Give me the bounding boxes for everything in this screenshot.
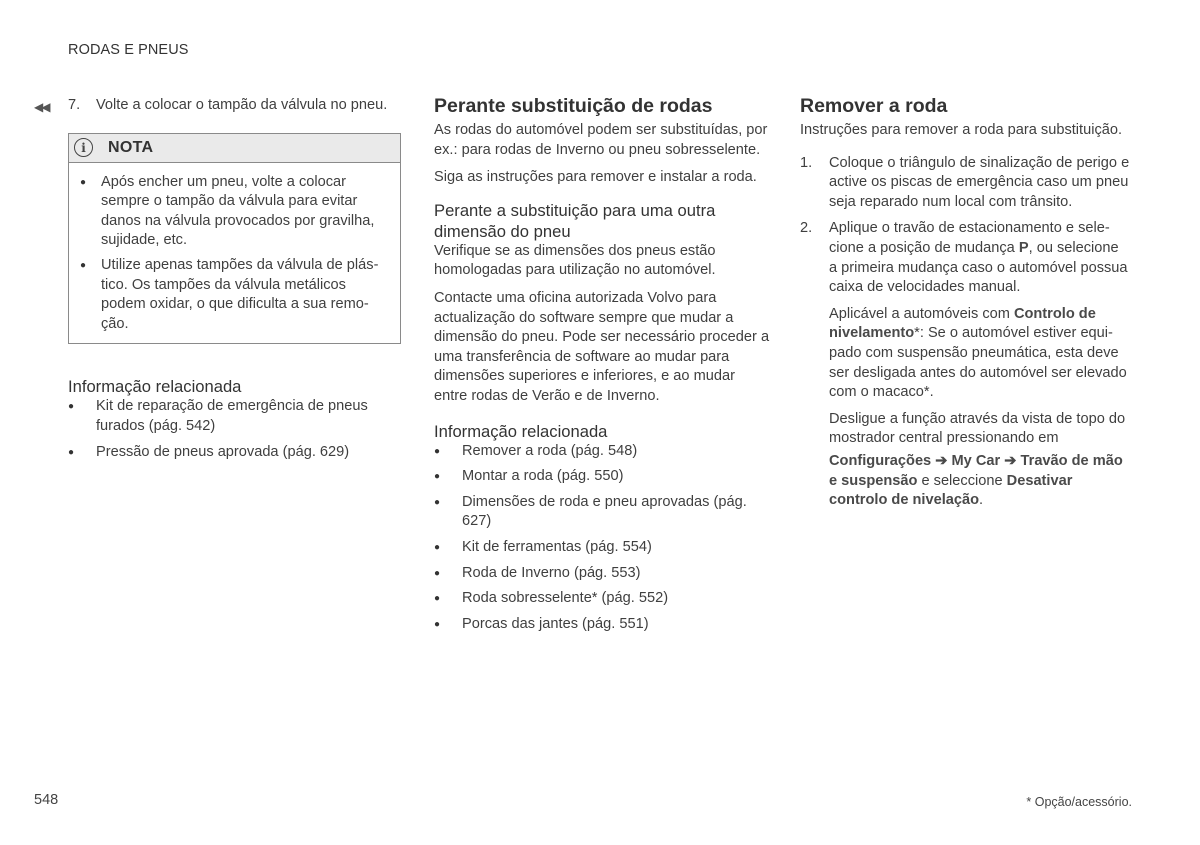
step-text-part: Aplique o travão de estacionamento e selecione a posição de mudança bbox=[829, 220, 1110, 256]
note-paragraph bbox=[800, 305, 1130, 403]
related-link-text[interactable]: Montar a roda (pág. 550) bbox=[462, 468, 624, 485]
section-title: Remover a roda bbox=[800, 95, 948, 117]
menu-end: . bbox=[979, 492, 984, 509]
intro-paragraph: Instruções para remover a roda para substituição. bbox=[800, 122, 1123, 138]
note-item-text: Utilize apenas tampões da válvula de plástico. Os tampões da válvula metálicos podem oxidar, o que dificulta a sua remoção. bbox=[101, 256, 379, 332]
related-link-text[interactable]: Roda de Inverno (pág. 553) bbox=[462, 564, 641, 581]
related-list bbox=[68, 397, 401, 462]
note-item bbox=[80, 173, 386, 251]
step-number: 2. bbox=[800, 220, 813, 237]
related-link[interactable] bbox=[68, 397, 401, 436]
step-text bbox=[829, 219, 1130, 297]
note-body bbox=[69, 163, 400, 344]
bullet-icon: ● bbox=[80, 176, 87, 188]
step-2 bbox=[800, 219, 1130, 297]
related-link-text[interactable]: Remover a roda (pág. 548) bbox=[462, 442, 638, 459]
page-number: 548 bbox=[34, 792, 59, 808]
related-link[interactable] bbox=[68, 443, 401, 463]
step-1 bbox=[800, 154, 1130, 213]
note-item bbox=[80, 256, 386, 334]
step-number: 1. bbox=[800, 154, 813, 171]
gear-position-label: P bbox=[1018, 239, 1029, 256]
bullet-icon: ● bbox=[434, 445, 441, 457]
note-header bbox=[69, 134, 400, 163]
paragraph: Siga as instruções para remover e instalar a roda. bbox=[434, 169, 757, 186]
related-link[interactable] bbox=[434, 564, 770, 584]
step-text: Coloque o triângulo de sinalização de perigo e active os piscas de emergência caso um pneu seja reparado num local com trânsito. bbox=[829, 154, 1130, 210]
note-box bbox=[68, 133, 401, 345]
section-title: Perante substituição de rodas bbox=[434, 95, 713, 117]
related-info-heading: Informação relacionada bbox=[434, 421, 608, 441]
bullet-icon: ● bbox=[68, 446, 75, 458]
text-part: Aplicável a automóveis com bbox=[829, 305, 1014, 322]
paragraph: Contacte uma oficina autorizada Volvo para actualização do software sempre que mudar a dimensão do pneu. Pode ser necessário proceder a uma transferência de software ao mudar para dimensões superiores e inferiores, e ao mudar entre rodas de Verão e de Inverno. bbox=[434, 289, 770, 404]
arrow-right-icon: ➔ bbox=[931, 452, 952, 469]
related-link[interactable] bbox=[434, 467, 770, 487]
related-link-text[interactable]: Kit de reparação de emergência de pneus furados (pág. 542) bbox=[96, 398, 368, 434]
related-link-text[interactable]: Porcas das jantes (pág. 551) bbox=[462, 615, 649, 632]
footnote: * Opção/acessório. bbox=[1026, 795, 1132, 809]
related-list bbox=[434, 442, 770, 635]
info-icon: i bbox=[74, 138, 93, 157]
step-text: Volte a colocar o tampão da válvula no pneu. bbox=[96, 97, 388, 113]
related-link-text[interactable]: Roda sobresselente* (pág. 552) bbox=[462, 590, 669, 607]
arrow-right-icon: ➔ bbox=[1000, 452, 1021, 469]
menu-item-disable-leveling: Desativar controlo de nivelação bbox=[829, 472, 1073, 509]
bullet-icon: ● bbox=[434, 541, 441, 553]
column-2 bbox=[434, 94, 770, 640]
menu-path bbox=[800, 452, 1130, 511]
text-part: *: Se o automóvel estiver equipado com suspensão pneumática, esta deve ser desligada antes do automóvel ser elevado com o macaco*. bbox=[829, 325, 1127, 401]
feature-name: Controlo de nivelamento bbox=[829, 305, 1096, 342]
back-icon[interactable]: ◀◀ bbox=[34, 100, 49, 114]
bullet-icon: ● bbox=[434, 567, 441, 579]
related-link[interactable] bbox=[434, 589, 770, 609]
bullet-icon: ● bbox=[434, 618, 441, 630]
related-link-text[interactable]: Kit de ferramentas (pág. 554) bbox=[462, 538, 652, 555]
menu-connector: e seleccione bbox=[917, 472, 1007, 489]
step-text-part: , ou selecione a primeira mudança caso o automóvel possua caixa de velocidades manual. bbox=[829, 239, 1128, 296]
instruction-paragraph: Desligue a função através da vista de topo do mostrador central pressionando em bbox=[829, 410, 1126, 447]
column-3 bbox=[800, 94, 1130, 518]
menu-item-settings: Configurações bbox=[829, 452, 932, 469]
bullet-icon: ● bbox=[80, 259, 87, 271]
subsection-title: Perante a substituição para uma outra dimensão do pneu bbox=[434, 200, 716, 241]
column-1 bbox=[68, 94, 401, 468]
menu-item-my-car: My Car bbox=[951, 452, 1001, 469]
related-link[interactable] bbox=[434, 442, 770, 462]
related-link-text[interactable]: Dimensões de roda e pneu aprovadas (pág. 627) bbox=[462, 493, 747, 530]
related-link[interactable] bbox=[434, 615, 770, 635]
bullet-icon: ● bbox=[434, 496, 441, 508]
related-link[interactable] bbox=[434, 538, 770, 558]
bullet-icon: ● bbox=[434, 593, 441, 605]
paragraph: As rodas do automóvel podem ser substituídas, por ex.: para rodas de Inverno ou pneu sobresselente. bbox=[434, 122, 768, 158]
step-7 bbox=[68, 96, 401, 116]
step-number: 7. bbox=[68, 97, 81, 113]
note-item-text: Após encher um pneu, volte a colocar sempre o tampão da válvula para evitar danos na válvula provocados por gravilha, sujidade, etc. bbox=[101, 173, 375, 249]
section-header: RODAS E PNEUS bbox=[68, 42, 189, 58]
bullet-icon: ● bbox=[68, 401, 75, 413]
note-title: NOTA bbox=[108, 138, 154, 156]
related-link[interactable] bbox=[434, 493, 770, 532]
paragraph: Verifique se as dimensões dos pneus estão homologadas para utilização no automóvel. bbox=[434, 242, 716, 279]
bullet-icon: ● bbox=[434, 471, 441, 483]
related-info-heading: Informação relacionada bbox=[68, 377, 242, 397]
menu-item-handbrake-suspension: Travão de mão e suspensão bbox=[829, 452, 1123, 489]
related-link-text[interactable]: Pressão de pneus aprovada (pág. 629) bbox=[96, 443, 350, 460]
